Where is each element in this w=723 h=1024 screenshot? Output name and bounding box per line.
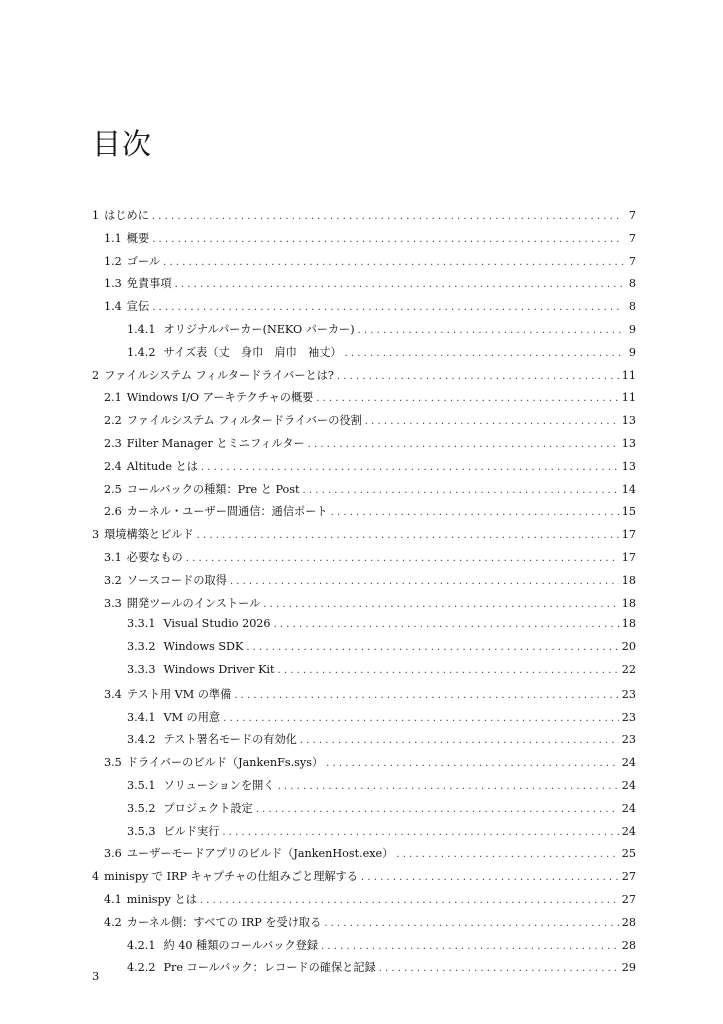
toc-entry-number: 1.2	[104, 254, 122, 268]
toc-dot-leader	[256, 804, 619, 815]
toc-entry-title: ソースコードの取得	[126, 573, 227, 587]
toc-entry[interactable]	[92, 344, 636, 367]
toc-entry-title: 開発ツールのインストール	[126, 596, 261, 610]
toc-entry[interactable]	[92, 914, 636, 937]
toc-entry-number: 1.3	[104, 277, 122, 291]
toc-entry-title: Windows I/O アーキテクチャの概要	[126, 391, 314, 405]
toc-dot-leader	[308, 439, 619, 450]
toc-entry-page: 11	[621, 391, 636, 405]
toc-entry-page: 29	[621, 961, 636, 975]
toc-entry-page: 18	[621, 596, 636, 610]
toc-entry-number: 3.4.2	[127, 733, 156, 747]
toc-entry-number: 4.1	[104, 892, 122, 906]
toc-dot-leader	[300, 735, 619, 746]
toc-dot-leader	[223, 713, 619, 724]
toc-entry-number: 1.4.2	[127, 345, 156, 359]
toc-entry-page: 27	[621, 892, 636, 906]
toc-entry-page: 8	[628, 300, 636, 314]
toc-entry-page: 9	[628, 345, 636, 359]
toc-entry-number: 3.4	[104, 687, 122, 701]
toc-entry-title: 必要なもの	[126, 550, 183, 564]
toc-dot-leader	[234, 690, 618, 701]
toc-entry-title: テスト用 VM の準備	[126, 687, 232, 701]
toc-entry[interactable]	[92, 253, 636, 276]
toc-entry-title: Filter Manager とミニフィルター	[126, 436, 305, 450]
toc-dot-leader	[321, 941, 619, 952]
toc-entry-page: 22	[621, 662, 636, 676]
toc-dot-leader	[326, 758, 619, 769]
toc-entry-page: 24	[621, 778, 636, 792]
toc-entry-number: 3.5	[104, 756, 122, 770]
toc-entry[interactable]	[92, 572, 636, 595]
toc-entry[interactable]	[92, 321, 636, 344]
toc-entry-page: 13	[621, 414, 636, 428]
toc-dot-leader	[230, 576, 619, 587]
toc-entry-title: minispy とは	[126, 892, 197, 906]
toc-entry-page: 28	[621, 938, 636, 952]
toc-dot-leader	[331, 507, 619, 518]
toc-entry-title: コールバックの種類：Pre と Post	[126, 482, 300, 496]
toc-entry-page: 25	[621, 847, 636, 861]
toc-entry[interactable]	[92, 640, 636, 663]
toc-entry[interactable]	[92, 754, 636, 777]
toc-entry[interactable]	[92, 777, 636, 800]
toc-list	[92, 207, 636, 982]
page-number: 3	[92, 969, 100, 983]
toc-entry-page: 23	[621, 710, 636, 724]
toc-entry-title: プロジェクト設定	[163, 801, 253, 815]
toc-entry-title: ビルド実行	[163, 824, 220, 838]
toc-entry[interactable]	[92, 845, 636, 868]
toc-entry-number: 2.1	[104, 391, 122, 405]
toc-entry-number: 1.4	[104, 300, 122, 314]
toc-dot-leader	[278, 665, 619, 676]
toc-entry-title: ファイルシステム フィルタードライバーとは?	[104, 368, 334, 382]
toc-entry-title: Visual Studio 2026	[163, 617, 271, 631]
toc-entry-title: カーネル側：すべての IRP を受け取る	[126, 915, 322, 929]
toc-entry-page: 8	[628, 277, 636, 291]
toc-entry-page: 23	[621, 687, 636, 701]
toc-entry-page: 9	[628, 322, 636, 336]
toc-entry-number: 1	[92, 209, 100, 222]
toc-entry[interactable]	[92, 549, 636, 572]
toc-dot-leader	[163, 257, 623, 268]
toc-entry[interactable]	[92, 481, 636, 504]
toc-entry-page: 24	[621, 801, 636, 815]
toc-entry-number: 3.3.2	[127, 640, 156, 654]
toc-entry-page: 20	[621, 640, 636, 654]
toc-entry-title: 宣伝	[126, 300, 150, 314]
toc-entry-page: 11	[621, 368, 636, 382]
toc-entry[interactable]	[92, 823, 636, 846]
toc-entry-title: Altitude とは	[126, 459, 198, 473]
toc-dot-leader	[345, 348, 623, 359]
toc-entry-number: 3	[92, 528, 100, 542]
toc-title: 目次	[92, 127, 153, 161]
toc-entry-number: 3.3	[104, 596, 122, 610]
toc-entry-title: 免責事項	[126, 277, 172, 291]
toc-dot-leader	[201, 462, 619, 473]
toc-entry-number: 3.5.2	[127, 801, 156, 815]
toc-dot-leader	[263, 599, 618, 610]
toc-entry-page: 13	[621, 459, 636, 473]
toc-entry-page: 17	[621, 528, 636, 542]
toc-dot-leader	[197, 530, 619, 541]
toc-entry-number: 3.5.1	[127, 778, 156, 792]
toc-entry-page: 28	[621, 915, 636, 929]
toc-entry-page: 7	[628, 209, 636, 222]
toc-entry-title: サイズ表（丈 身巾 肩巾 袖丈）	[163, 345, 342, 359]
toc-entry-number: 2.4	[104, 459, 122, 473]
toc-entry-number: 1.4.1	[127, 322, 156, 336]
toc-entry[interactable]	[92, 709, 636, 732]
toc-entry-number: 4.2	[104, 915, 122, 929]
toc-entry-number: 4.2.1	[127, 938, 156, 952]
toc-entry[interactable]	[92, 389, 636, 412]
toc-entry-title: ゴール	[126, 254, 161, 268]
toc-entry-number: 1.1	[104, 231, 122, 245]
toc-entry-page: 7	[628, 254, 636, 268]
toc-entry[interactable]	[92, 937, 636, 960]
toc-entry-title: minispy で IRP キャプチャの仕組みごと理解する	[104, 870, 359, 884]
toc-dot-leader	[274, 619, 619, 630]
toc-entry-page: 24	[621, 824, 636, 838]
toc-dot-leader	[200, 895, 619, 906]
toc-entry-page: 7	[628, 231, 636, 245]
toc-entry-page: 18	[621, 617, 636, 631]
toc-entry-title: Pre コールバック：レコードの確保と記録	[163, 961, 376, 975]
toc-entry[interactable]	[92, 595, 636, 618]
toc-entry-title: はじめに	[104, 209, 149, 222]
toc-entry[interactable]	[92, 959, 636, 982]
toc-entry-number: 3.5.3	[127, 824, 156, 838]
toc-entry[interactable]	[92, 663, 636, 686]
toc-entry-title: 環境構築とビルド	[104, 528, 194, 542]
toc-entry-page: 14	[621, 482, 636, 496]
toc-entry-title: 概要	[126, 231, 150, 245]
toc-entry[interactable]	[92, 412, 636, 435]
toc-dot-leader	[316, 393, 618, 404]
toc-entry[interactable]	[92, 617, 636, 640]
toc-entry-number: 3.3.1	[127, 617, 156, 631]
toc-entry-number: 3.3.3	[127, 662, 156, 676]
toc-entry-number: 2.5	[104, 482, 122, 496]
toc-entry-page: 24	[621, 756, 636, 770]
toc-entry-title: VM の用意	[163, 710, 221, 724]
toc-entry-number: 2.3	[104, 436, 122, 450]
toc-entry[interactable]	[92, 207, 636, 230]
toc-entry-page: 15	[621, 505, 636, 519]
toc-dot-leader	[246, 642, 618, 653]
toc-entry-number: 2	[92, 368, 100, 382]
toc-dot-leader	[186, 553, 619, 564]
toc-entry[interactable]	[92, 891, 636, 914]
toc-entry-number: 3.4.1	[127, 710, 156, 724]
toc-dot-leader	[379, 963, 619, 974]
toc-entry-page: 27	[621, 870, 636, 884]
toc-entry-page: 18	[621, 573, 636, 587]
toc-dot-leader	[278, 781, 619, 792]
toc-entry[interactable]	[92, 367, 636, 390]
toc-entry-title: ソリューションを開く	[163, 778, 275, 792]
toc-dot-leader	[358, 325, 623, 336]
toc-entry-title: ファイルシステム フィルタードライバーの役割	[126, 414, 362, 428]
toc-entry-page: 23	[621, 733, 636, 747]
toc-entry[interactable]	[92, 298, 636, 321]
toc-dot-leader	[152, 234, 623, 245]
toc-dot-leader	[222, 827, 618, 838]
toc-entry-number: 4	[92, 870, 100, 884]
toc-entry-title: オリジナルパーカー(NEKO パーカー)	[163, 322, 355, 336]
toc-entry-number: 4.2.2	[127, 961, 156, 975]
toc-entry-page: 17	[621, 550, 636, 564]
toc-dot-leader	[152, 211, 623, 222]
toc-entry-number: 2.6	[104, 505, 122, 519]
toc-entry[interactable]	[92, 503, 636, 526]
toc-entry[interactable]	[92, 800, 636, 823]
toc-dot-leader	[361, 872, 619, 883]
toc-entry[interactable]	[92, 731, 636, 754]
toc-entry-number: 2.2	[104, 414, 122, 428]
toc-dot-leader	[175, 279, 623, 290]
toc-entry-number: 3.6	[104, 847, 122, 861]
toc-entry-title: 約 40 種類のコールバック登録	[163, 938, 319, 952]
toc-entry-title: ドライバーのビルド（JankenFs.sys）	[126, 756, 324, 770]
toc-dot-leader	[324, 918, 618, 929]
toc-entry-title: テスト署名モードの有効化	[163, 733, 297, 747]
toc-dot-leader	[337, 371, 619, 382]
toc-entry-number: 3.2	[104, 573, 122, 587]
toc-entry[interactable]	[92, 230, 636, 253]
toc-entry[interactable]	[92, 686, 636, 709]
toc-dot-leader	[303, 485, 619, 496]
toc-dot-leader	[365, 416, 619, 427]
toc-entry-title: ユーザーモードアプリのビルド（JankenHost.exe）	[126, 847, 394, 861]
toc-entry[interactable]	[92, 868, 636, 891]
toc-entry-number: 3.1	[104, 550, 122, 564]
toc-entry[interactable]	[92, 435, 636, 458]
toc-dot-leader	[396, 849, 618, 860]
toc-entry-page: 13	[621, 436, 636, 450]
toc-entry-title: カーネル・ユーザー間通信：通信ポート	[126, 505, 328, 519]
toc-dot-leader	[152, 302, 623, 313]
toc-entry[interactable]	[92, 275, 636, 298]
toc-entry[interactable]	[92, 458, 636, 481]
toc-entry-title: Windows SDK	[163, 640, 244, 654]
toc-entry-title: Windows Driver Kit	[163, 662, 275, 676]
toc-entry[interactable]	[92, 526, 636, 549]
